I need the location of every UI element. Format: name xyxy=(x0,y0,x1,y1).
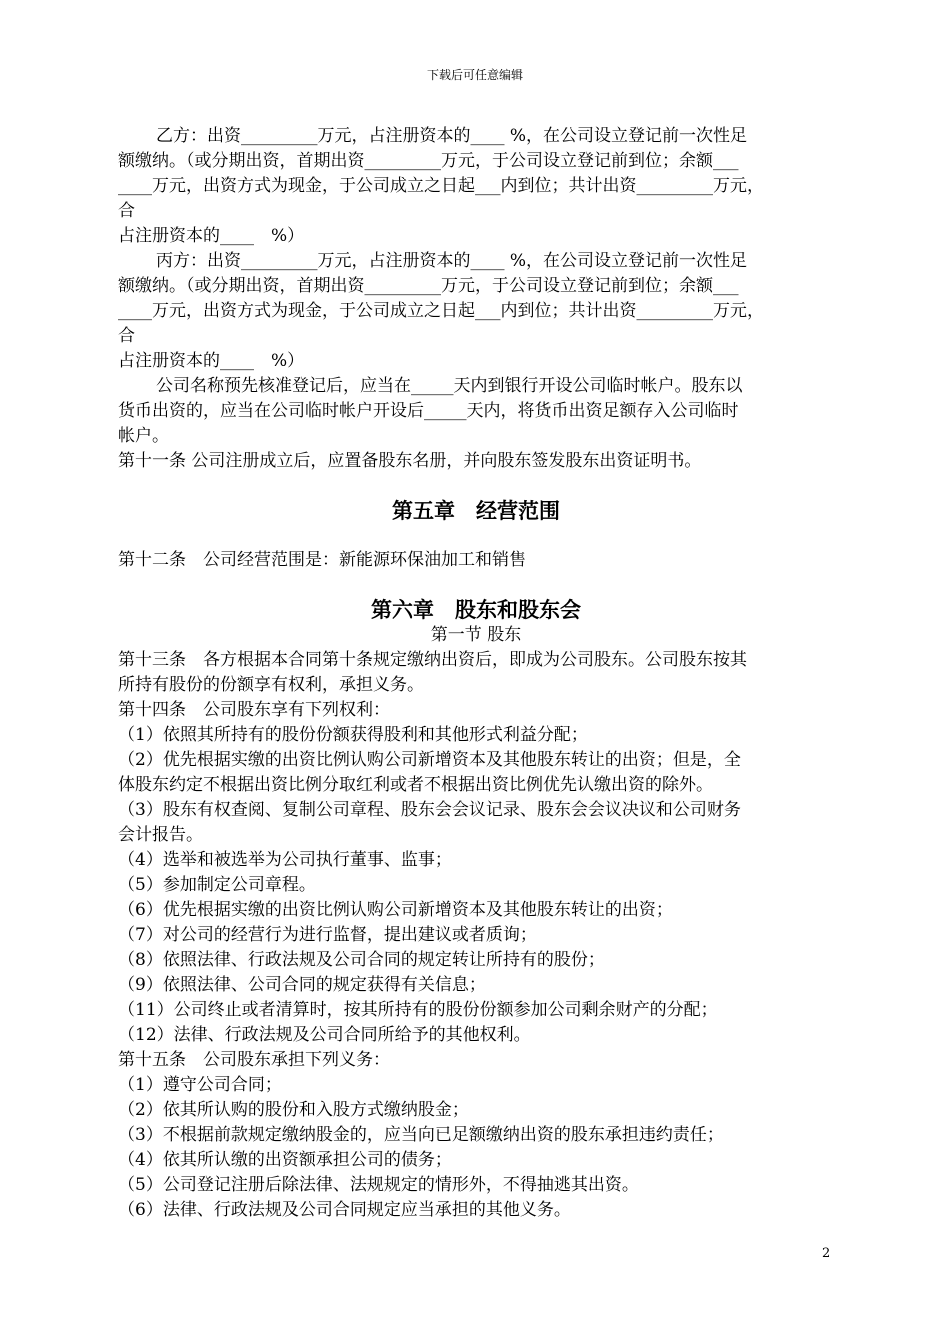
list-item: （11）公司终止或者清算时，按其所持有的股份份额参加公司剩余财产的分配； xyxy=(118,1000,718,1020)
chapter-5-heading: 第五章 经营范围 xyxy=(392,498,560,523)
text-line: 会计报告。 xyxy=(118,825,203,845)
list-item: （4）依其所认缴的出资额承担公司的债务； xyxy=(118,1150,452,1170)
text-line: ____万元，出资方式为现金，于公司成立之日起___内到位；共计出资_________万元， xyxy=(118,301,764,321)
list-item: （2）优先根据实缴的出资比例认购公司新增资本及其他股东转让的出资；但是，全 xyxy=(118,750,741,770)
article-11: 第十一条 公司注册成立后，应置备股东名册，并向股东签发股东出资证明书。 xyxy=(118,451,702,471)
article-12: 第十二条 公司经营范围是：新能源环保油加工和销售 xyxy=(118,550,526,570)
list-item: （3）股东有权查阅、复制公司章程、股东会会议记录、股东会会议决议和公司财务 xyxy=(118,800,741,820)
list-item: （9）依照法律、公司合同的规定获得有关信息； xyxy=(118,975,486,995)
list-item: （2）依其所认购的股份和入股方式缴纳股金； xyxy=(118,1100,469,1120)
list-item: （1）依照其所持有的股份份额获得股利和其他形式利益分配； xyxy=(118,725,588,745)
section-heading: 第一节 股东 xyxy=(430,625,522,645)
list-item: （8）依照法律、行政法规及公司合同的规定转让所持有的股份； xyxy=(118,950,605,970)
list-item: （5）公司登记注册后除法律、法规规定的情形外，不得抽逃其出资。 xyxy=(118,1175,639,1195)
page-header: 下载后可任意编辑 xyxy=(426,68,523,82)
article-14: 第十四条 公司股东享有下列权利： xyxy=(118,700,390,720)
list-item: （1）遵守公司合同； xyxy=(118,1075,282,1095)
text-line: 公司名称预先核准登记后，应当在_____天内到银行开设公司临时帐户。股东以 xyxy=(156,376,743,396)
text-line: 乙方：出资_________万元，占注册资本的____ %，在公司设立登记前一次性足 xyxy=(156,126,748,146)
text-line: 额缴纳。（或分期出资，首期出资_________万元，于公司设立登记前到位；余额___ xyxy=(118,276,739,296)
text-line: 合 xyxy=(118,201,135,221)
list-item: （7）对公司的经营行为进行监督，提出建议或者质询； xyxy=(118,925,537,945)
list-item: （5）参加制定公司章程。 xyxy=(118,875,316,895)
article-13: 第十三条 各方根据本合同第十条规定缴纳出资后，即成为公司股东。公司股东按其 xyxy=(118,650,747,670)
list-item: （12）法律、行政法规及公司合同所给予的其他权利。 xyxy=(118,1025,531,1045)
article-15: 第十五条 公司股东承担下列义务： xyxy=(118,1050,390,1070)
document-body xyxy=(118,124,834,1223)
text-line: 丙方：出资_________万元，占注册资本的____ %，在公司设立登记前一次性足 xyxy=(156,251,748,271)
text-line: 体股东约定不根据出资比例分取红利或者不根据出资比例优先认缴出资的除外。 xyxy=(118,775,713,795)
list-item: （3）不根据前款规定缴纳股金的，应当向已足额缴纳出资的股东承担违约责任； xyxy=(118,1125,724,1145)
list-item: （4）选举和被选举为公司执行董事、监事； xyxy=(118,850,452,870)
text-line: 合 xyxy=(118,326,135,346)
chapter-6-heading: 第六章 股东和股东会 xyxy=(371,597,581,622)
list-item: （6）优先根据实缴的出资比例认购公司新增资本及其他股东转让的出资； xyxy=(118,900,673,920)
text-line: ____万元，出资方式为现金，于公司成立之日起___内到位；共计出资_________万元， xyxy=(118,176,764,196)
list-item: （6）法律、行政法规及公司合同规定应当承担的其他义务。 xyxy=(118,1200,571,1220)
text-line: 占注册资本的____ %） xyxy=(118,226,305,246)
page-number: 2 xyxy=(822,1246,831,1261)
text-line: 帐户。 xyxy=(118,426,169,446)
text-line: 额缴纳。（或分期出资，首期出资_________万元，于公司设立登记前到位；余额___ xyxy=(118,151,739,171)
text-line: 货币出资的，应当在公司临时帐户开设后_____天内，将货币出资足额存入公司临时 xyxy=(118,401,739,421)
text-line: 所持有股份的份额享有权利，承担义务。 xyxy=(118,675,424,695)
text-line: 占注册资本的____ %） xyxy=(118,351,305,371)
